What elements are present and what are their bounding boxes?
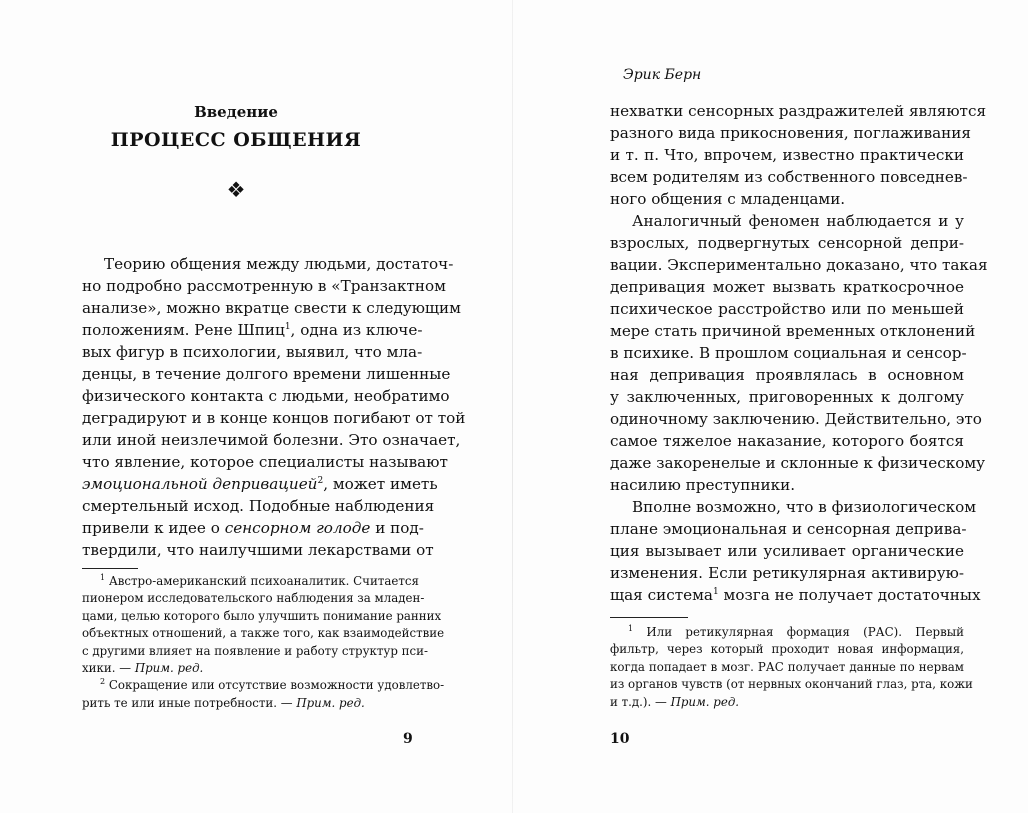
text-line [610,188,964,210]
footnote-line [82,660,412,677]
text-segment: но подробно рассмотренную в «Транзактном [82,277,446,295]
text-segment: пионером исследовательского наблюдения за младен- [82,591,425,606]
text-segment: нехватки сенсорных раздражителей являются [610,102,987,120]
text-segment: и под- [370,519,424,537]
text-line [610,518,967,540]
text-segment: разного вида прикосновения, поглаживания [610,124,972,142]
footnote-line [82,643,428,660]
text-line [610,474,964,496]
footnote-line [82,608,442,625]
footnote-line [610,694,964,711]
footnote-marker: 2 [100,677,106,687]
text-segment: когда попадает в мозг. РАС получает данные по нервам [610,659,964,674]
text-segment: фильтр, через который проходит новая информация, [610,642,964,657]
text-segment: цами, целью которого было улучшить понимание ранних [82,608,442,623]
text-line [610,386,964,408]
text-segment: мозга не получает достаточных [718,586,981,604]
text-line [610,584,981,606]
text-line [82,341,423,363]
text-line [610,298,964,320]
footnote-marker: 1 [712,587,719,597]
text-segment: ция вызывает или усиливает органические [610,542,964,560]
text-segment: ного общения с младенцами. [610,190,846,208]
text-line [610,166,968,188]
text-line [610,144,964,166]
text-segment: твердили, что наилучшими лекарствами от [82,541,434,559]
text-segment: одиночному заключению. Действительно, это [610,410,982,428]
text-segment: изменения. Если ретикулярная активирую- [610,564,964,582]
text-segment: с другими влияет на появление и работу структур пси- [82,643,428,658]
text-segment: анализе», можно вкратце свести к следующим [82,299,461,317]
text-line [610,276,964,298]
text-line [82,363,451,385]
text-line [610,342,967,364]
footnote-line [610,676,973,693]
text-segment: мере стать причиной временных отклонений [610,322,976,340]
footnote-marker: 1 [628,624,634,633]
text-line [610,408,982,430]
text-line [610,430,964,452]
text-line [82,517,424,539]
text-line [610,320,976,342]
chapter-title: ПРОЦЕСС ОБЩЕНИЯ [110,129,362,151]
italic-text: Прим. ред. [134,660,204,675]
text-line [82,275,446,297]
footnote-line [610,641,964,658]
text-line [82,253,454,275]
footnote-marker: 1 [100,573,106,582]
italic-text: Прим. ред. [296,695,365,710]
text-line [610,100,987,122]
footnote-line [82,695,412,712]
text-segment: плане эмоциональная и сенсорная деприва- [610,520,967,538]
text-segment: у заключенных, приговоренных к долгому [610,388,964,406]
text-segment: Австро-американский психоаналитик. Считается [105,574,419,588]
text-segment: смертельный исход. Подобные наблюдения [82,497,435,515]
right-footnotes [610,624,973,711]
italic-text: Прим. ред. [670,694,740,709]
text-segment: положениям. Рене Шпиц [82,321,285,339]
text-line [610,232,964,254]
text-segment: насилию преступники. [610,476,796,494]
text-segment: даже закоренелые и склонные к физическому [610,454,986,472]
text-segment: из органов чувств (от нервных окончаний глаз, рта, кожи [610,677,973,692]
text-segment: самое тяжелое наказание, которого боятся [610,432,964,450]
text-segment: объектных отношений, а также того, как взаимодействие [82,626,445,641]
left-page [0,0,512,813]
text-line [610,122,972,144]
text-segment: деградируют и в конце концов погибают от той [82,409,466,427]
left-body-text [82,253,466,561]
footnote-line [82,625,445,642]
text-segment: и т.д.). — [610,694,671,709]
footnote-line [610,659,964,676]
text-segment: всем родителям из собственного повседнев- [610,168,968,186]
section-label: Введение [194,103,278,121]
text-segment: щая система [610,586,713,604]
running-head: Эрик Берн [623,67,702,83]
footnote-marker: 1 [284,322,291,332]
footnote-rule [82,568,138,569]
text-line [610,562,964,584]
text-segment: физического контакта с людьми, необратимо [82,387,450,405]
text-line [610,496,977,518]
text-segment: что явление, которое специалисты называют [82,453,448,471]
text-segment: вации. Экспериментально доказано, что такая [610,256,988,274]
page-number: 10 [610,731,630,747]
ornament-icon: ❖ [226,178,246,202]
footnote-line [82,677,445,694]
text-segment: , может иметь [323,475,438,493]
text-line [82,473,438,495]
text-line [610,452,986,474]
text-segment: Вполне возможно, что в физиологическом [632,498,977,516]
italic-text: эмоциональной депривацией [82,475,318,493]
text-segment: Или ретикулярная формация (РАС). Первый [633,625,964,639]
footnote-line [82,590,425,607]
footnote-line [610,624,964,641]
italic-text: сенсорном голоде [224,519,371,537]
text-line [82,297,461,319]
text-segment: или иной неизлечимой болезни. Это означает, [82,431,461,449]
text-segment: денцы, в течение долгого времени лишенные [82,365,451,383]
text-segment: хики. — [82,660,135,675]
text-segment: взрослых, подвергнутых сенсорной депри- [610,234,964,252]
text-line [82,451,448,473]
text-line [82,495,435,517]
text-segment: , одна из ключе- [290,321,423,339]
text-line [82,385,450,407]
footnote-marker: 2 [317,476,324,486]
text-segment: привели к идее о [82,519,225,537]
right-body-text [610,100,988,606]
text-segment: Аналогичный феномен наблюдается и у [632,212,964,230]
text-segment: депривация может вызвать краткосрочное [610,278,964,296]
footnote-line [82,573,419,590]
text-line [610,364,964,386]
footnote-rule [610,617,688,618]
page-number: 9 [403,731,413,747]
text-line [82,429,461,451]
text-line [82,539,434,561]
text-segment: в психике. В прошлом социальная и сенсор- [610,344,967,362]
text-line [82,407,466,429]
text-segment: Сокращение или отсутствие возможности удовлетво- [105,678,445,693]
text-segment: Теорию общения между людьми, достаточ- [104,255,454,273]
text-line [610,254,988,276]
left-footnotes [82,573,445,712]
text-segment: рить те или иные потребности. — [82,695,297,710]
text-line [610,540,964,562]
text-segment: психическое расстройство или по меньшей [610,300,964,318]
text-segment: и т. п. Что, впрочем, известно практически [610,146,964,164]
text-line [610,210,964,232]
text-line [82,319,423,341]
text-segment: вых фигур в психологии, выявил, что мла- [82,343,423,361]
text-segment: ная депривация проявлялась в основном [610,366,964,384]
